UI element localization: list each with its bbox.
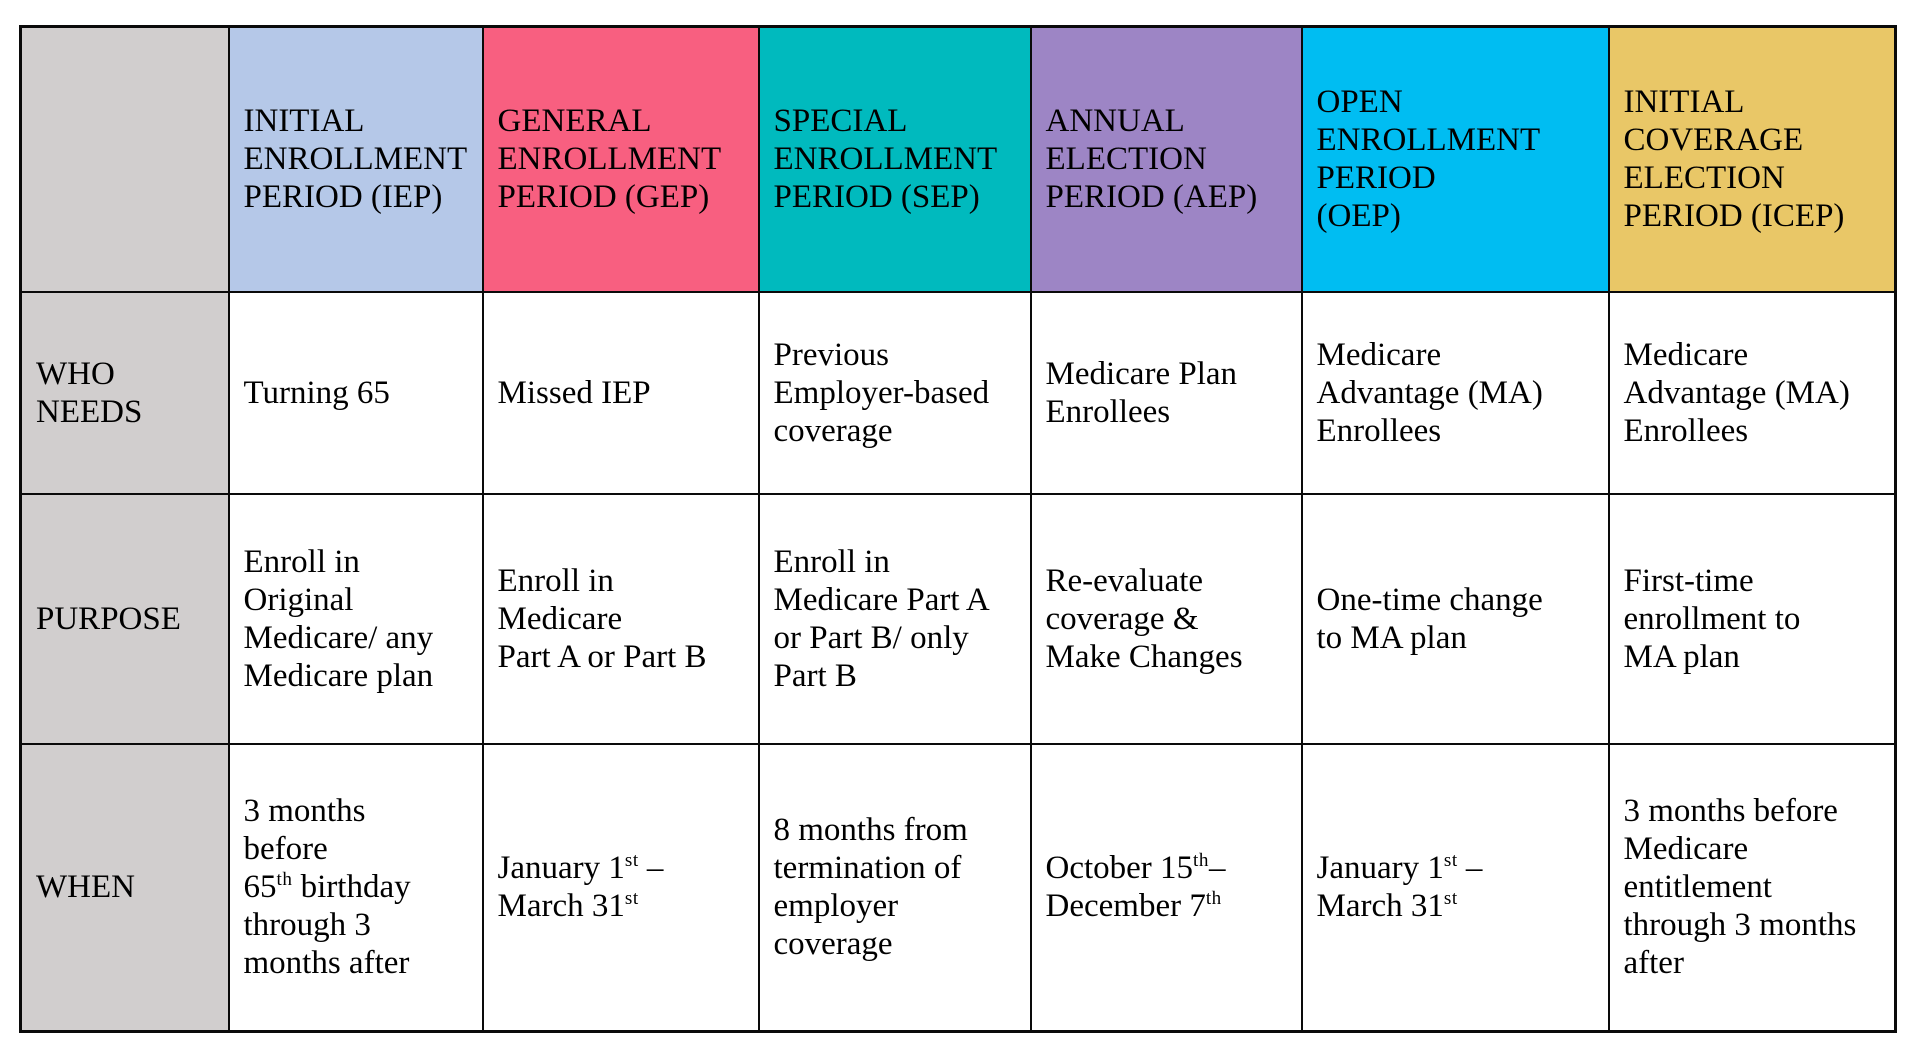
cell-when-aep: October 15th– December 7th (1031, 744, 1302, 1032)
header-cell-sep: SPECIAL ENROLLMENT PERIOD (SEP) (759, 27, 1031, 292)
cell-who-aep: Medicare Plan Enrollees (1031, 292, 1302, 494)
cell-when-oep: January 1st – March 31st (1302, 744, 1609, 1032)
row-label-who-needs: WHO NEEDS (21, 292, 229, 494)
cell-who-oep: Medicare Advantage (MA) Enrollees (1302, 292, 1609, 494)
medicare-enrollment-periods-table (19, 25, 1897, 1033)
table-row-purpose (21, 494, 1896, 744)
header-cell-oep: OPEN ENROLLMENT PERIOD (OEP) (1302, 27, 1609, 292)
header-cell-aep: ANNUAL ELECTION PERIOD (AEP) (1031, 27, 1302, 292)
cell-purpose-iep: Enroll in Original Medicare/ any Medicare plan (229, 494, 483, 744)
cell-when-gep: January 1st – March 31st (483, 744, 759, 1032)
cell-who-sep: Previous Employer-based coverage (759, 292, 1031, 494)
cell-purpose-gep: Enroll in Medicare Part A or Part B (483, 494, 759, 744)
cell-who-gep: Missed IEP (483, 292, 759, 494)
corner-cell (21, 27, 229, 292)
cell-who-iep: Turning 65 (229, 292, 483, 494)
cell-purpose-sep: Enroll in Medicare Part A or Part B/ only Part B (759, 494, 1031, 744)
cell-who-icep: Medicare Advantage (MA) Enrollees (1609, 292, 1896, 494)
cell-when-iep: 3 months before 65th birthday through 3 months after (229, 744, 483, 1032)
header-row (21, 27, 1896, 292)
header-cell-icep: INITIAL COVERAGE ELECTION PERIOD (ICEP) (1609, 27, 1896, 292)
cell-purpose-icep: First-time enrollment to MA plan (1609, 494, 1896, 744)
cell-purpose-oep: One-time change to MA plan (1302, 494, 1609, 744)
cell-purpose-aep: Re-evaluate coverage & Make Changes (1031, 494, 1302, 744)
table-row-who-needs (21, 292, 1896, 494)
header-cell-gep: GENERAL ENROLLMENT PERIOD (GEP) (483, 27, 759, 292)
header-cell-iep: INITIAL ENROLLMENT PERIOD (IEP) (229, 27, 483, 292)
row-label-when: WHEN (21, 744, 229, 1032)
cell-when-sep: 8 months from termination of employer coverage (759, 744, 1031, 1032)
table-row-when (21, 744, 1896, 1032)
row-label-purpose: PURPOSE (21, 494, 229, 744)
cell-when-icep: 3 months before Medicare entitlement through 3 months after (1609, 744, 1896, 1032)
